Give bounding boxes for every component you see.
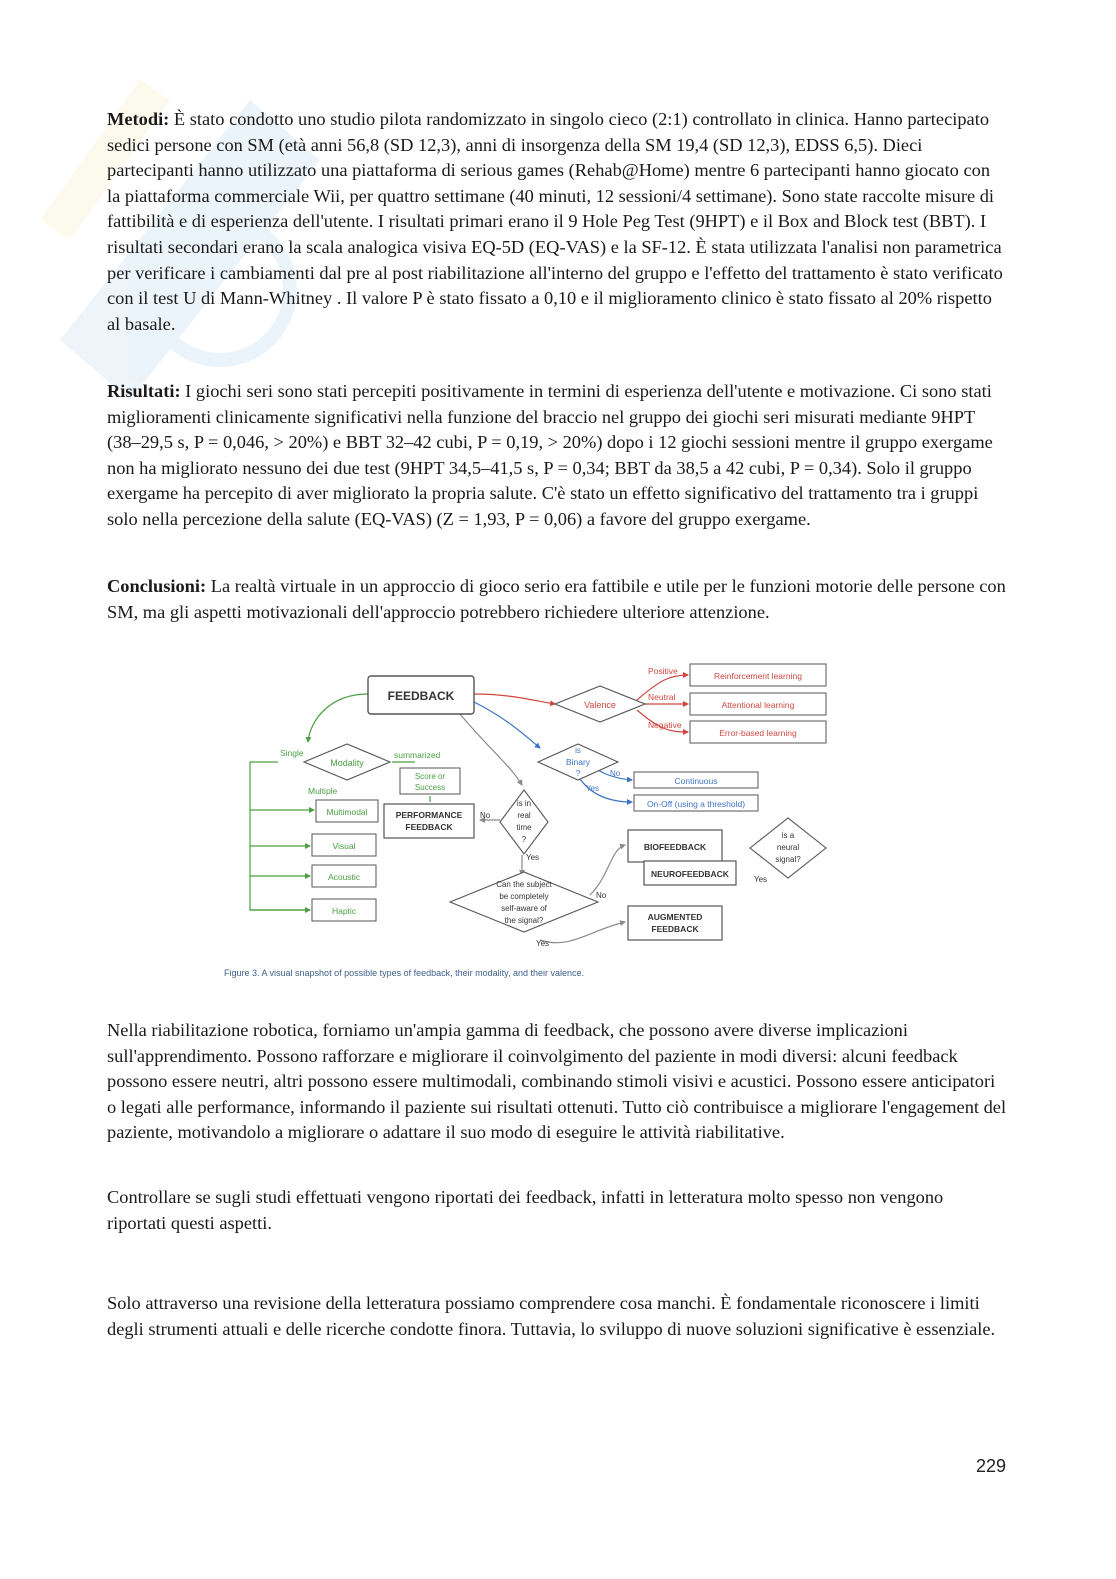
- risultati-paragraph: [107, 379, 1007, 533]
- binary-label: Binary: [565, 757, 591, 767]
- onoff-label: On-Off (using a threshold): [646, 799, 746, 809]
- error-based-label: Error-based learning: [719, 728, 797, 738]
- page-number: 229: [976, 1456, 1007, 1476]
- realtime-no: No: [480, 811, 491, 820]
- realtime-is-in: is in: [516, 799, 532, 808]
- acoustic-label: Acoustic: [327, 872, 361, 882]
- metodi-heading: Metodi:: [107, 109, 170, 129]
- can-subject-label: Can the subject: [496, 880, 552, 889]
- controllare-paragraph: Controllare se sugli studi effettuati vengono riportati dei feedback, infatti in letteratura molto spesso non vengono riportati questi aspetti.: [107, 1187, 944, 1233]
- be-completely-label: be completely: [499, 892, 549, 901]
- attentional-label: Attentional learning: [721, 700, 795, 710]
- self-aware-no: No: [596, 891, 607, 900]
- neural-yes: Yes: [754, 875, 768, 884]
- realtime-real: real: [517, 811, 531, 820]
- conclusioni-heading: Conclusioni:: [107, 576, 207, 596]
- continuous-label: Continuous: [674, 776, 718, 786]
- neurofeedback-label: NEUROFEEDBACK: [651, 869, 729, 879]
- positive-label: Positive: [648, 666, 678, 676]
- solo-paragraph: Solo attraverso una revisione della letteratura possiamo comprendere cosa manchi. È fondamentale riconoscere i limiti degli strumenti attuali e delle ricerche condotte finora. Tuttavia, lo sviluppo di nuove soluzioni significative è essenziale.: [107, 1293, 996, 1339]
- performance-feedback-label: FEEDBACK: [405, 822, 453, 832]
- summarized-label: summarized: [394, 750, 441, 760]
- single-label: Single: [280, 748, 304, 758]
- visual-label: Visual: [332, 841, 356, 851]
- risultati-heading: Risultati:: [107, 381, 181, 401]
- metodi-paragraph: [107, 107, 1007, 337]
- multiple-label: Multiple: [308, 786, 338, 796]
- performance-label: PERFORMANCE: [395, 810, 463, 820]
- binary-no: No: [610, 769, 621, 778]
- reinforcement-label: Reinforcement learning: [714, 671, 802, 681]
- conclusioni-text: La realtà virtuale in un approccio di gioco serio era fattibile e utile per le funzioni motorie delle persone con SM, ma gli aspetti motivazionali dell'approccio potrebbero richiedere ulteriore attenzione.: [107, 576, 1006, 622]
- figure-caption: Figure 3. A visual snapshot of possible types of feedback, their modality, and their valence.: [224, 968, 585, 978]
- neural-label: neural: [776, 843, 800, 852]
- score-or-label: Score or: [414, 772, 446, 781]
- augmented-feedback-label: FEEDBACK: [651, 924, 699, 934]
- realtime-time: time: [516, 823, 532, 832]
- neutral-label: Neutral: [648, 692, 676, 702]
- realtime-q: ?: [521, 835, 527, 844]
- risultati-text: I giochi seri sono stati percepiti positivamente in termini di esperienza dell'utente e motivazione. Ci sono stati miglioramenti clinicamente significativi nella funzione del braccio nel gruppo dei giochi seri misurati mediante 9HPT (38–29,5 s, P = 0,046, > 20%) e BBT 32–42 cubi, P = 0,19, > 20%) dopo i 12 giochi sessioni mentre il gruppo exergame non ha migliorato nessuno dei due test (9HPT 34,5–41,5 s, P = 0,34; BBT da 38,5 a 42 cubi, P = 0,34). Solo il gruppo exergame ha percepito di aver migliorato la propria salute. C'è stato un effetto significativo del trattamento tra i gruppi solo nella percezione della salute (EQ-VAS) (Z = 1,93, P = 0,06) a favore del gruppo exergame.: [107, 381, 993, 529]
- feedback-paragraph: Nella riabilitazione robotica, forniamo un'ampia gamma di feedback, che possono avere diverse implicazioni sull'apprendimento. Possono rafforzare e migliorare il coinvolgimento del paziente in modi diversi: alcuni feedback possono essere neutri, altri possono essere multimodali, combinando stimoli visivi e acustici. Possono essere anticipatori o legati alle performance, informando il paziente sui risultati ottenuti. Tutto ciò contribuisce a migliorare l'engagement del paziente, motivandolo a migliorare o adattare il suo modo di eseguire le attività riabilitative.: [107, 1020, 1007, 1143]
- is-a-label: is a: [781, 831, 795, 840]
- conclusioni-paragraph: [107, 574, 1007, 625]
- binary-q: ?: [575, 769, 581, 778]
- biofeedback-label: BIOFEEDBACK: [643, 842, 707, 852]
- self-aware-label: self-aware of: [501, 904, 547, 913]
- metodi-text: È stato condotto uno studio pilota randomizzato in singolo cieco (2:1) controllato in clinica. Hanno partecipato sedici persone con SM (età anni 56,8 (SD 12,3), anni di insorgenza della SM 19,4 (SD 12,3), EDSS 6,5). Dieci partecipanti hanno utilizzato una piattaforma di serious games (Rehab@Home) mentre 6 partecipanti hanno giocato con la piattaforma commerciale Wii, per quattro settimane (40 minuti, 12 sessioni/4 settimane). Sono state raccolte misure di fattibilità e di esperienza dell'utente. I risultati primari erano il 9 Hole Peg Test (9HPT) e il Box and Block test (BBT). I risultati secondari erano la scala analogica visiva EQ-5D (EQ-VAS) e la SF-12. È stata utilizzata l'analisi non parametrica per verificare i cambiamenti dal pre al post riabilitazione all'interno del gruppo e l'effetto del trattamento è stato verificato con il test U di Mann-Whitney . Il valore P è stato fissato a 0,10 e il miglioramento clinico è stato fissato al 20% rispetto al basale.: [107, 109, 1003, 334]
- valence-label: Valence: [584, 700, 616, 710]
- realtime-yes: Yes: [526, 853, 540, 862]
- signal-label: signal?: [775, 855, 801, 864]
- multimodal-label: Multimodal: [326, 807, 368, 817]
- self-aware-yes: Yes: [536, 939, 550, 948]
- feedback-root-label: FEEDBACK: [387, 689, 455, 703]
- the-signal-label: the signal?: [504, 916, 544, 925]
- augmented-label: AUGMENTED: [647, 912, 703, 922]
- modality-label: Modality: [330, 758, 364, 768]
- feedback-diagram-figure: [210, 650, 910, 990]
- binary-is: is: [575, 746, 581, 755]
- haptic-label: Haptic: [331, 906, 357, 916]
- binary-yes: Yes: [586, 784, 600, 793]
- negative-label: Negative: [648, 720, 682, 730]
- success-label: Success: [414, 783, 446, 792]
